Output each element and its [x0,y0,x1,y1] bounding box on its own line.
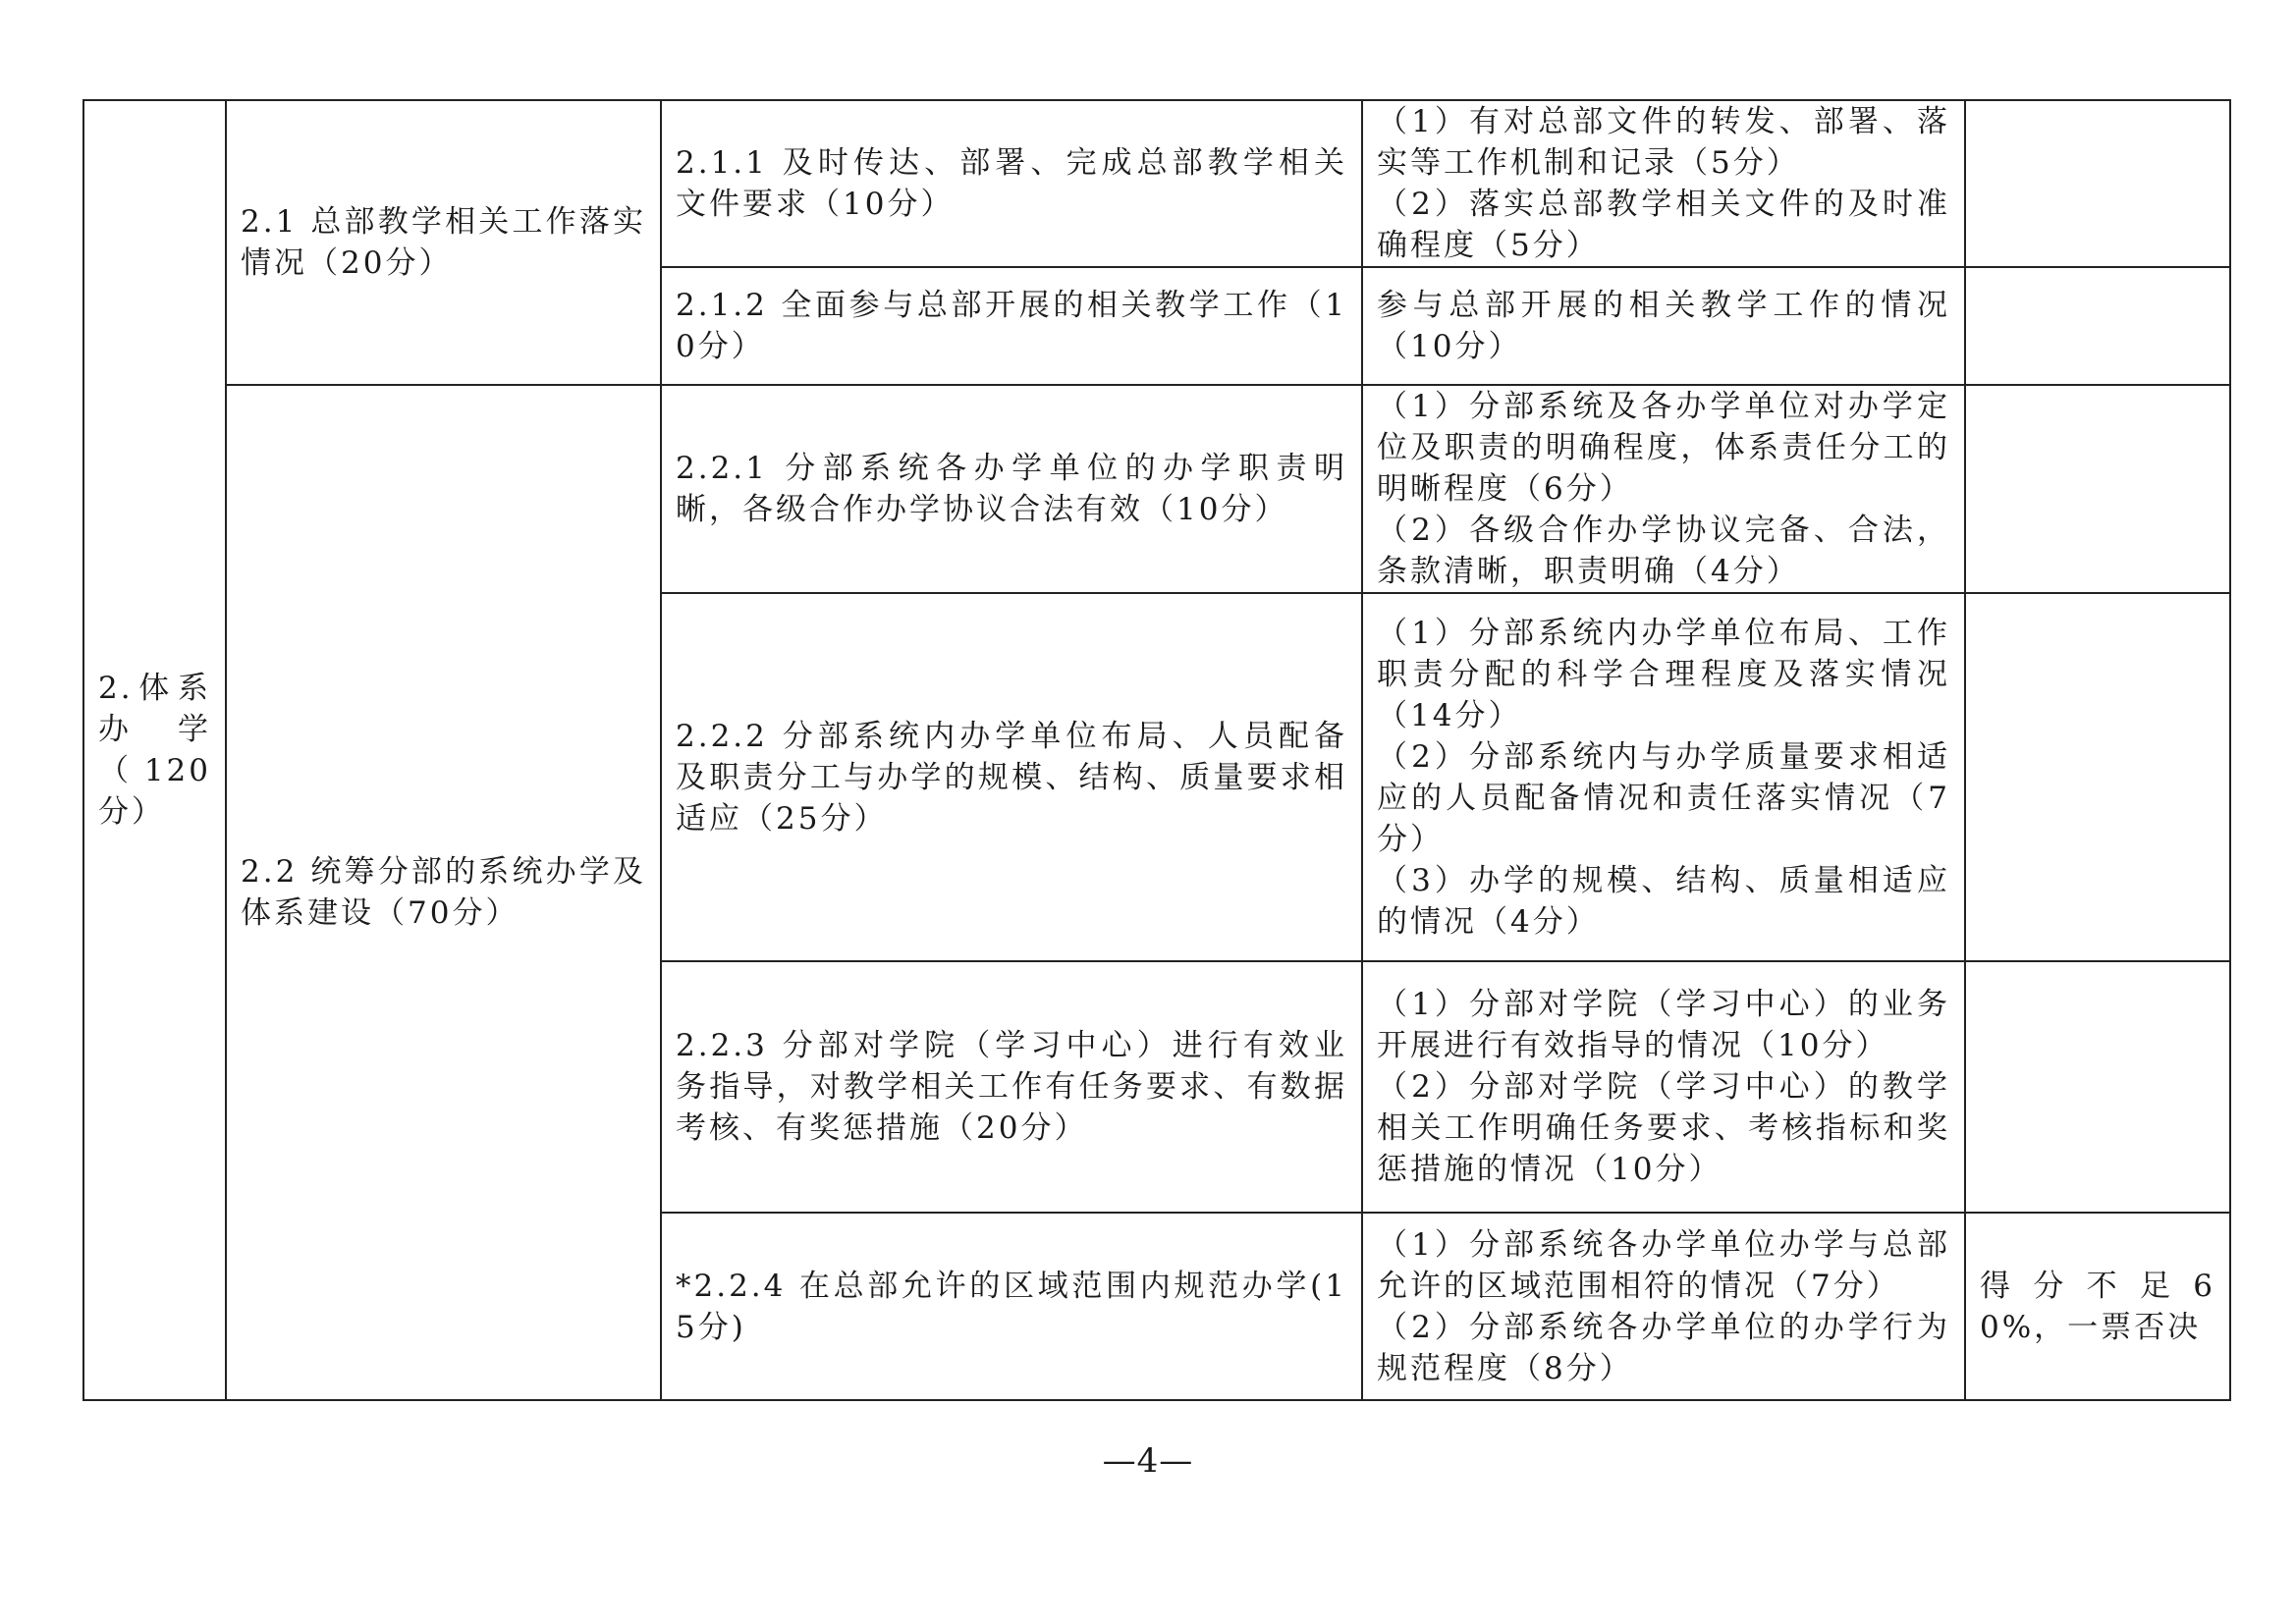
page-number: —4— [1102,1441,1194,1481]
detail-line: （2）分部对学院（学习中心）的教学相关工作明确任务要求、考核指标和奖惩措施的情况（10分） [1377,1069,1950,1187]
detail-line: （1）分部系统各办学单位办学与总部允许的区域范围相符的情况（7分） [1377,1226,1950,1304]
item-cell [661,100,1362,267]
detail-cell [1362,1213,1965,1400]
level2-indicator: 2.2 统筹分部的系统办学及体系建设（70分） [241,854,646,931]
detail-cell [1362,100,1965,267]
item-cell [661,385,1362,593]
detail-line: 参与总部开展的相关教学工作的情况（10分） [1377,288,1950,364]
item-cell [661,267,1362,385]
table-row [83,385,2230,593]
item-text: 2.2.3 分部对学院（学习中心）进行有效业务指导，对教学相关工作有任务要求、有数据考核、有奖惩措施（20分） [676,1028,1347,1146]
note-cell [1965,100,2230,267]
detail-line: （2）各级合作办学协议完备、合法，条款清晰，职责明确（4分） [1377,513,1950,589]
item-text: 2.1.2 全面参与总部开展的相关教学工作（10分） [676,288,1347,364]
note-cell [1965,961,2230,1213]
detail-cell [1362,961,1965,1213]
evaluation-table [82,99,2231,1401]
item-cell [661,961,1362,1213]
veto-note: 得分不足60%，一票否决 [1980,1268,2215,1345]
note-cell [1965,593,2230,961]
note-cell [1965,267,2230,385]
detail-line: （2）落实总部教学相关文件的及时准确程度（5分） [1377,187,1950,263]
detail-line: （3）办学的规模、结构、质量相适应的情况（4分） [1377,862,1950,940]
note-cell [1965,385,2230,593]
detail-cell [1362,385,1965,593]
detail-line: （1）分部系统内办学单位布局、工作职责分配的科学合理程度及落实情况（14分） [1377,615,1950,733]
item-cell [661,593,1362,961]
item-text: 2.2.2 分部系统内办学单位布局、人员配备及职责分工与办学的规模、结构、质量要求相适应（25分） [676,718,1347,837]
item-text: *2.2.4 在总部允许的区域范围内规范办学(15分) [676,1268,1347,1345]
level1-indicator: 2.体系办学（120分） [98,671,211,830]
item-text: 2.1.1 及时传达、部署、完成总部教学相关文件要求（10分） [676,145,1347,222]
level2-indicator-cell [226,385,661,1400]
table-row [83,100,2230,267]
level1-indicator-cell [83,100,226,1400]
note-cell [1965,1213,2230,1400]
detail-line: （1）有对总部文件的转发、部署、落实等工作机制和记录（5分） [1377,104,1950,181]
detail-line: （2）分部系统内与办学质量要求相适应的人员配备情况和责任落实情况（7分） [1377,738,1950,857]
item-text: 2.2.1 分部系统各办学单位的办学职责明晰，各级合作办学协议合法有效（10分） [676,451,1347,527]
detail-line: （1）分部对学院（学习中心）的业务开展进行有效指导的情况（10分） [1377,987,1950,1063]
detail-line: （2）分部系统各办学单位的办学行为规范程度（8分） [1377,1309,1950,1386]
level2-indicator-cell [226,100,661,385]
level2-indicator: 2.1 总部教学相关工作落实情况（20分） [241,204,646,281]
detail-line: （1）分部系统及各办学单位对办学定位及职责的明确程度，体系责任分工的明晰程度（6分） [1377,389,1950,507]
item-cell [661,1213,1362,1400]
detail-cell [1362,593,1965,961]
detail-cell [1362,267,1965,385]
